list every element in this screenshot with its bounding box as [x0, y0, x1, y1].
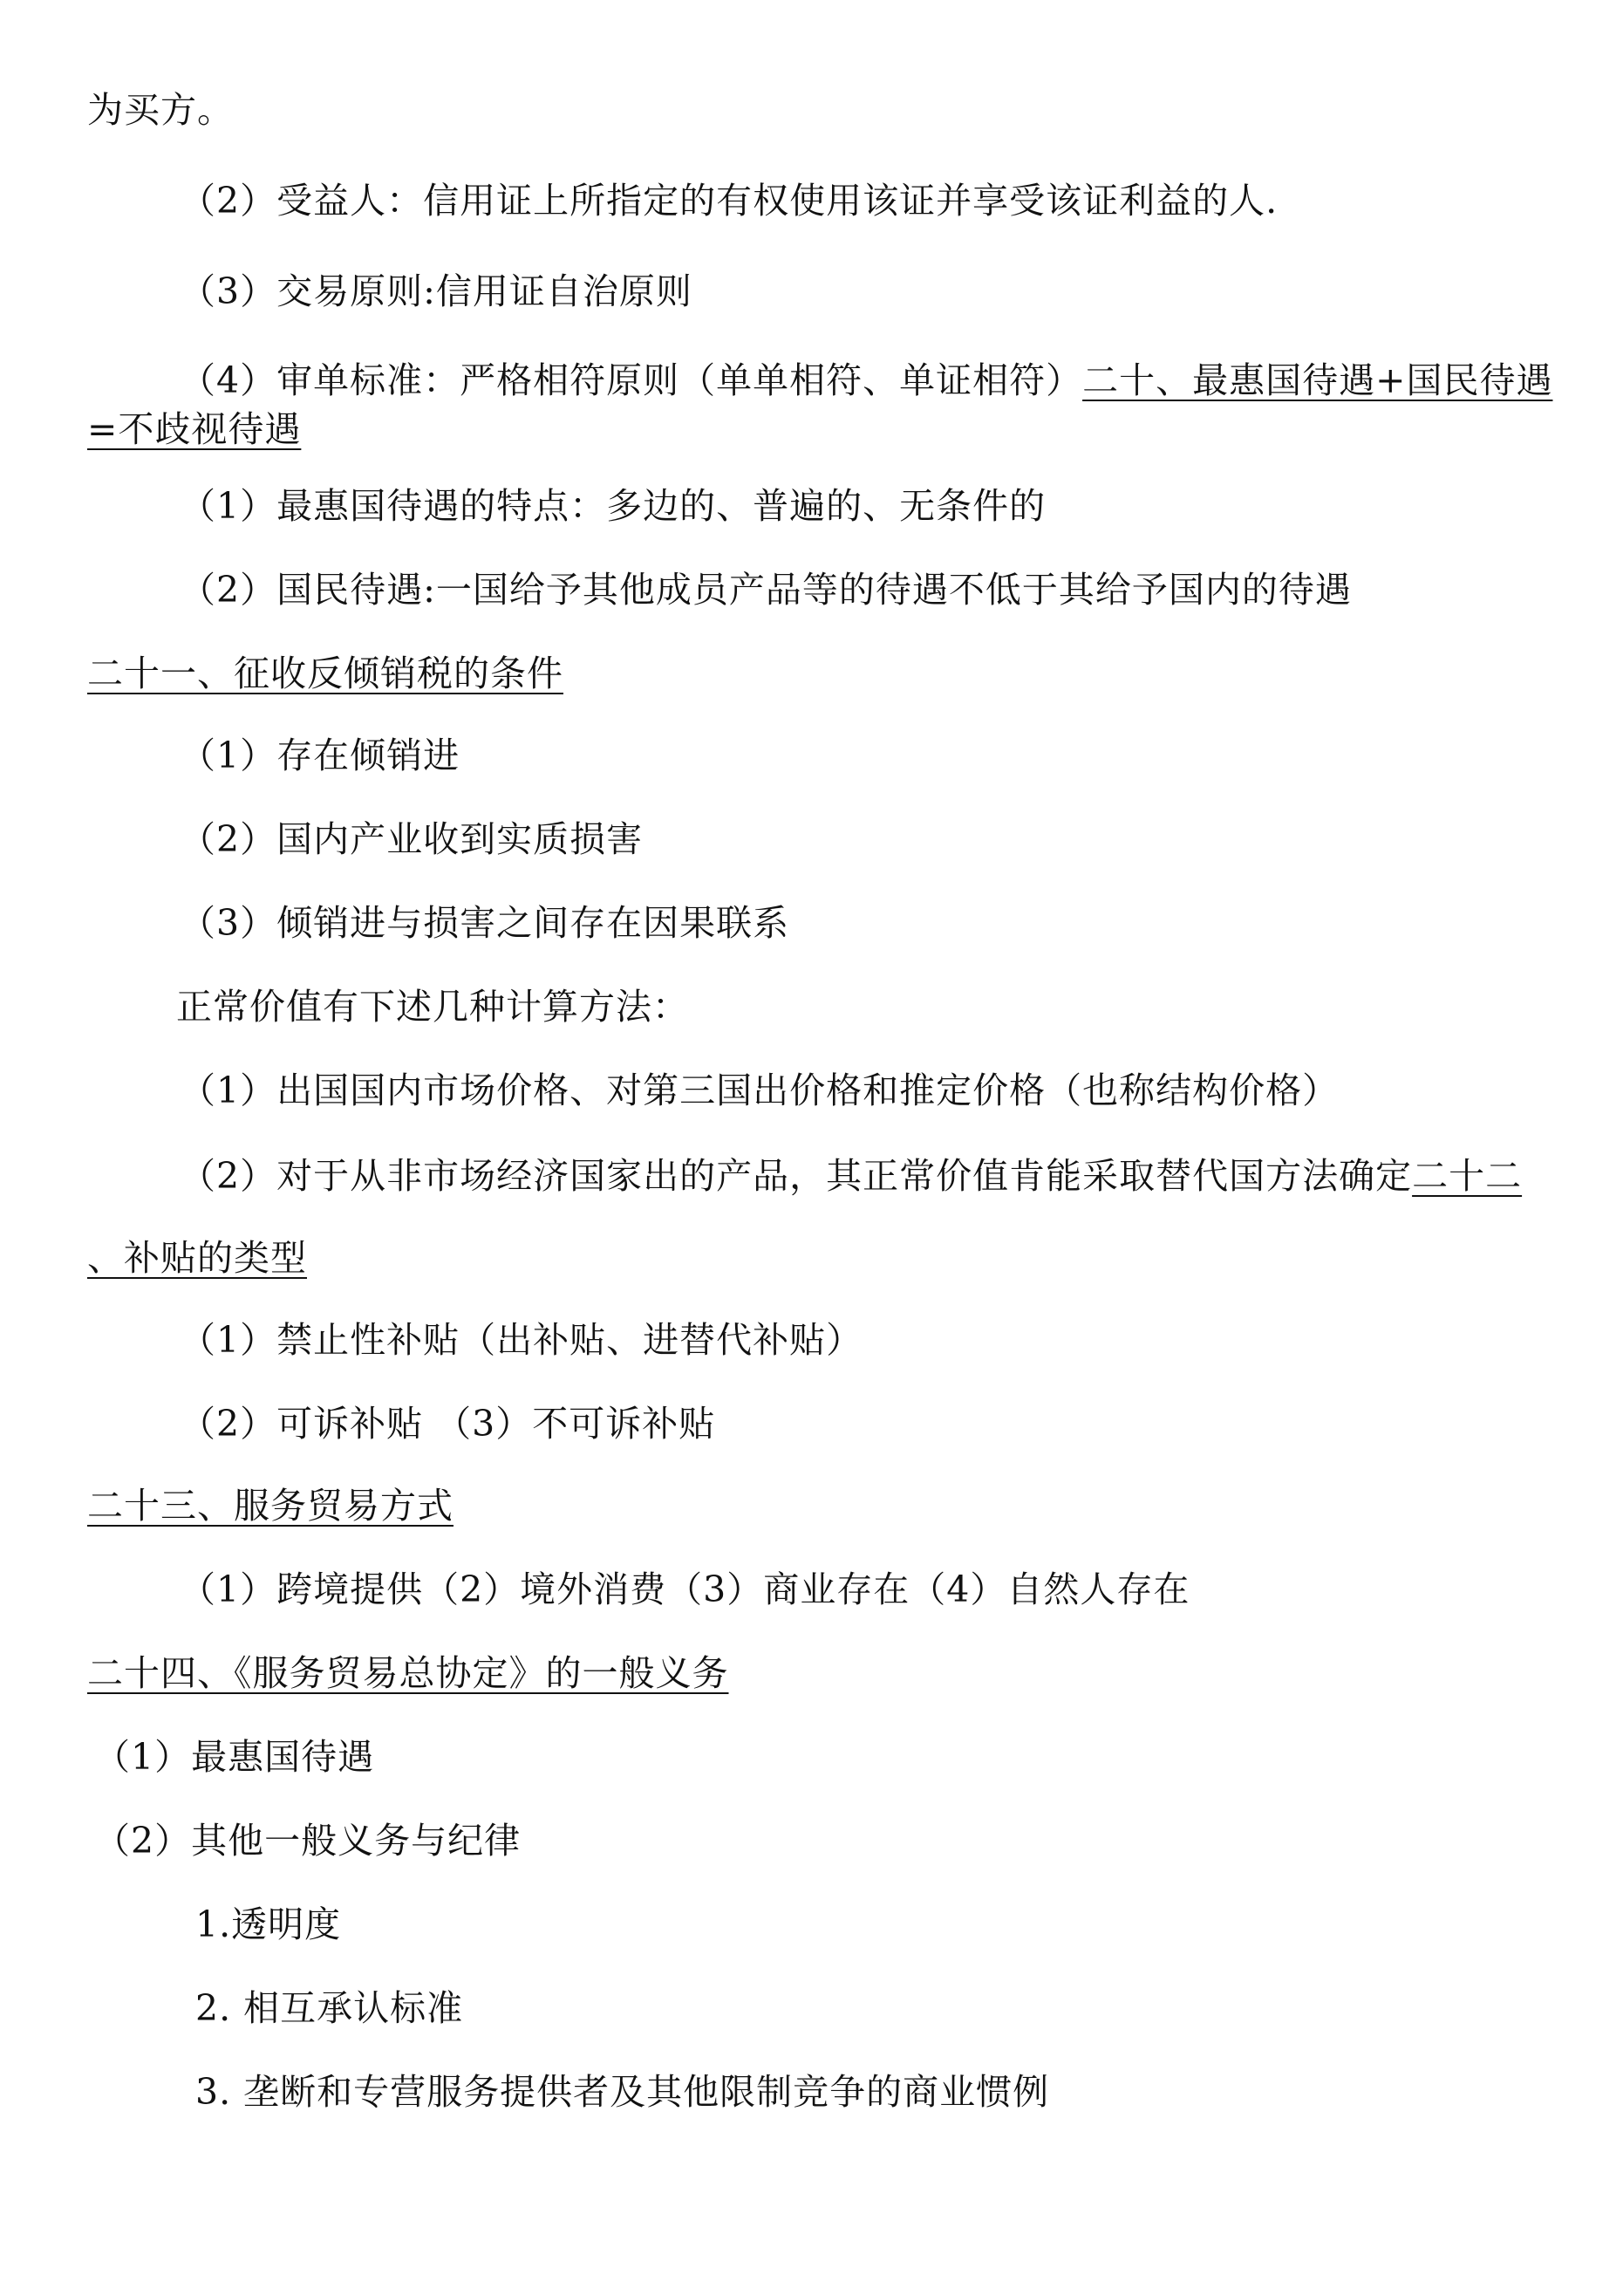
text-line: （1）最惠国待遇 — [94, 1736, 375, 1778]
text-line: （3）倾销进与损害之间存在因果联系 — [180, 902, 790, 944]
section-heading: 二十二 — [1412, 1155, 1523, 1197]
text-line: （2）其他一般义务与纪律 — [94, 1820, 522, 1862]
section-heading: 二十三、服务贸易方式 — [87, 1485, 453, 1527]
list-item: 3. 垄断和专营服务提供者及其他限制竞争的商业惯例 — [195, 2071, 1050, 2113]
text-line: 为买方。 — [87, 89, 234, 131]
text-line: （1）禁止性补贴（出补贴、进替代补贴） — [180, 1319, 863, 1361]
text-line: （1）出国国内市场价格、对第三国出价格和推定价格（也称结构价格） — [180, 1069, 1340, 1111]
text-line: （1）存在倾销进 — [180, 735, 460, 776]
section-heading: 、补贴的类型 — [87, 1237, 307, 1279]
text-line: （2）对于从非市场经济国家出的产品，其正常价值肯能采取替代国方法确定二十二 — [180, 1155, 1523, 1197]
list-item: 1.透明度 — [195, 1903, 342, 1945]
list-item: 2. 相互承认标准 — [195, 1987, 464, 2029]
section-heading: 二十、最惠国待遇+国民待遇 — [1082, 359, 1553, 401]
section-heading: 二十四、《服务贸易总协定》的一般义务 — [87, 1652, 729, 1694]
text-line: （1）最惠国待遇的特点：多边的、普遍的、无条件的 — [180, 485, 1047, 527]
text-line: （2）受益人：信用证上所指定的有权使用该证并享受该证利益的人. — [180, 180, 1279, 222]
text-line: （4）审单标准：严格相符原则（单单相符、单证相符）二十、最惠国待遇+国民待遇 — [180, 359, 1553, 401]
text-line: （2）国内产业收到实质损害 — [180, 818, 644, 860]
text-line: 正常价值有下述几种计算方法： — [176, 986, 689, 1028]
section-heading: =不歧视待遇 — [87, 408, 302, 450]
text-line: （2）国民待遇:一国给予其他成员产品等的待遇不低于其给予国内的待遇 — [180, 569, 1352, 611]
text-line: （3）交易原则:信用证自治原则 — [180, 270, 692, 312]
text-line: （1）跨境提供（2）境外消费（3）商业存在（4）自然人存在 — [180, 1568, 1190, 1610]
section-heading: 二十一、征收反倾销税的条件 — [87, 653, 563, 694]
text-line: （2）可诉补贴 （3）不可诉补贴 — [180, 1403, 716, 1445]
